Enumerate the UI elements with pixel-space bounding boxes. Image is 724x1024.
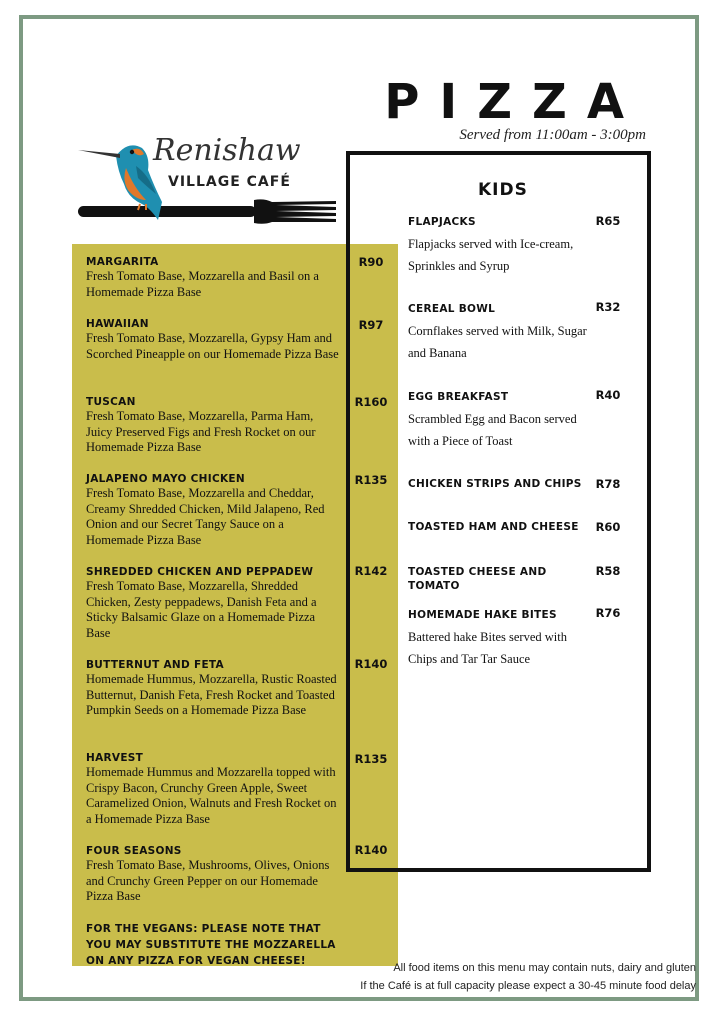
kids-menu-item	[408, 390, 594, 452]
item-price: R65	[595, 214, 621, 228]
item-name: MARGARITA	[86, 256, 159, 268]
item-description: Homemade Hummus, Mozzarella, Rustic Roasted Butternut, Danish Feta, Fresh Rocket and Toasted Pumpkin Seeds on a Homemade Pizza Base	[86, 672, 337, 717]
item-name: CEREAL BOWL	[408, 303, 496, 315]
item-price: R60	[595, 520, 621, 534]
item-price: R32	[595, 300, 621, 314]
item-description: Fresh Tomato Base, Mozzarella and Basil on a Homemade Pizza Base	[86, 269, 319, 299]
item-description: Fresh Tomato Base, Mozzarella and Cheddar, Creamy Shredded Chicken, Mild Jalapeno, Red Onion and our Secret Tangy Sauce on a Homemade Pizza Base	[86, 486, 325, 547]
menu-item	[86, 317, 342, 362]
item-price: R78	[595, 477, 621, 491]
logo-script-text: Renishaw	[153, 133, 301, 168]
item-price: R90	[358, 255, 384, 269]
menu-item	[86, 751, 342, 827]
item-description: Fresh Tomato Base, Mozzarella, Parma Ham, Juicy Preserved Figs and Fresh Rocket on our Homemade Pizza Base	[86, 409, 316, 454]
item-description: Fresh Tomato Base, Mozzarella, Shredded Chicken, Zesty peppadews, Danish Feta and a Sticky Balsamic Glaze on a Homemade Pizza Base	[86, 579, 317, 640]
delay-notice: If the Café is at full capacity please expect a 30-45 minute food delay	[360, 980, 696, 992]
page-title: PIZZA	[384, 74, 644, 130]
item-price: R135	[354, 473, 388, 487]
item-name: BUTTERNUT AND FETA	[86, 659, 224, 671]
item-price: R76	[595, 606, 621, 620]
item-price: R142	[354, 564, 388, 578]
item-name: EGG BREAKFAST	[408, 391, 509, 403]
item-description: Flapjacks served with Ice-cream, Sprinkles and Syrup	[408, 237, 574, 273]
item-name: TOASTED HAM AND CHEESE	[408, 521, 579, 533]
menu-item	[86, 255, 342, 300]
item-name: HAWAIIAN	[86, 318, 149, 330]
item-price: R40	[595, 388, 621, 402]
item-description: Cornflakes served with Milk, Sugar and Banana	[408, 324, 587, 360]
item-price: R97	[358, 318, 384, 332]
item-name: TUSCAN	[86, 396, 136, 408]
item-price: R135	[354, 752, 388, 766]
kids-section-title: KIDS	[478, 180, 528, 200]
item-price: R140	[354, 657, 388, 671]
item-description: Battered hake Bites served with Chips and Tar Tar Sauce	[408, 630, 567, 666]
item-name: CHICKEN STRIPS AND CHIPS	[408, 478, 582, 490]
item-description: Homemade Hummus and Mozzarella topped with Crispy Bacon, Crunchy Green Apple, Sweet Caramelized Onion, Walnuts and Fresh Rocket on a Homemade Pizza Base	[86, 765, 337, 826]
vegan-note: FOR THE VEGANS: PLEASE NOTE THAT YOU MAY SUBSTITUTE THE MOZZARELLA ON ANY PIZZA FOR VEGAN CHEESE!	[86, 923, 336, 967]
kids-menu-item	[408, 477, 594, 491]
item-price: R160	[354, 395, 388, 409]
allergen-notice: All food items on this menu may contain nuts, dairy and gluten	[393, 962, 696, 974]
item-name: JALAPENO MAYO CHICKEN	[86, 473, 245, 485]
item-description: Scrambled Egg and Bacon served with a Piece of Toast	[408, 412, 577, 448]
menu-item	[86, 395, 342, 456]
menu-item	[86, 844, 342, 905]
item-name: FOUR SEASONS	[86, 845, 182, 857]
item-price: R140	[354, 843, 388, 857]
item-name: HOMEMADE HAKE BITES	[408, 609, 557, 621]
menu-item	[86, 658, 342, 719]
logo-subtitle: VILLAGE CAFÉ	[168, 174, 291, 190]
menu-item	[86, 472, 342, 548]
item-price: R58	[595, 564, 621, 578]
item-name: SHREDDED CHICKEN AND PEPPADEW	[86, 566, 314, 578]
kids-menu-item	[408, 215, 594, 277]
serving-hours: Served from 11:00am - 3:00pm	[459, 127, 646, 143]
kids-menu-item	[408, 608, 594, 670]
kids-menu-item	[408, 302, 594, 364]
menu-item	[86, 565, 342, 641]
item-description: Fresh Tomato Base, Mushrooms, Olives, Onions and Crunchy Green Pepper on our Homemade Pizza Base	[86, 858, 330, 903]
item-name: TOASTED CHEESE AND TOMATO	[408, 566, 547, 592]
item-name: HARVEST	[86, 752, 144, 764]
kids-menu-item	[408, 520, 594, 534]
item-description: Fresh Tomato Base, Mozzarella, Gypsy Ham and Scorched Pineapple on our Homemade Pizza Base	[86, 331, 339, 361]
item-name: FLAPJACKS	[408, 216, 476, 228]
kids-menu-item	[408, 565, 594, 593]
